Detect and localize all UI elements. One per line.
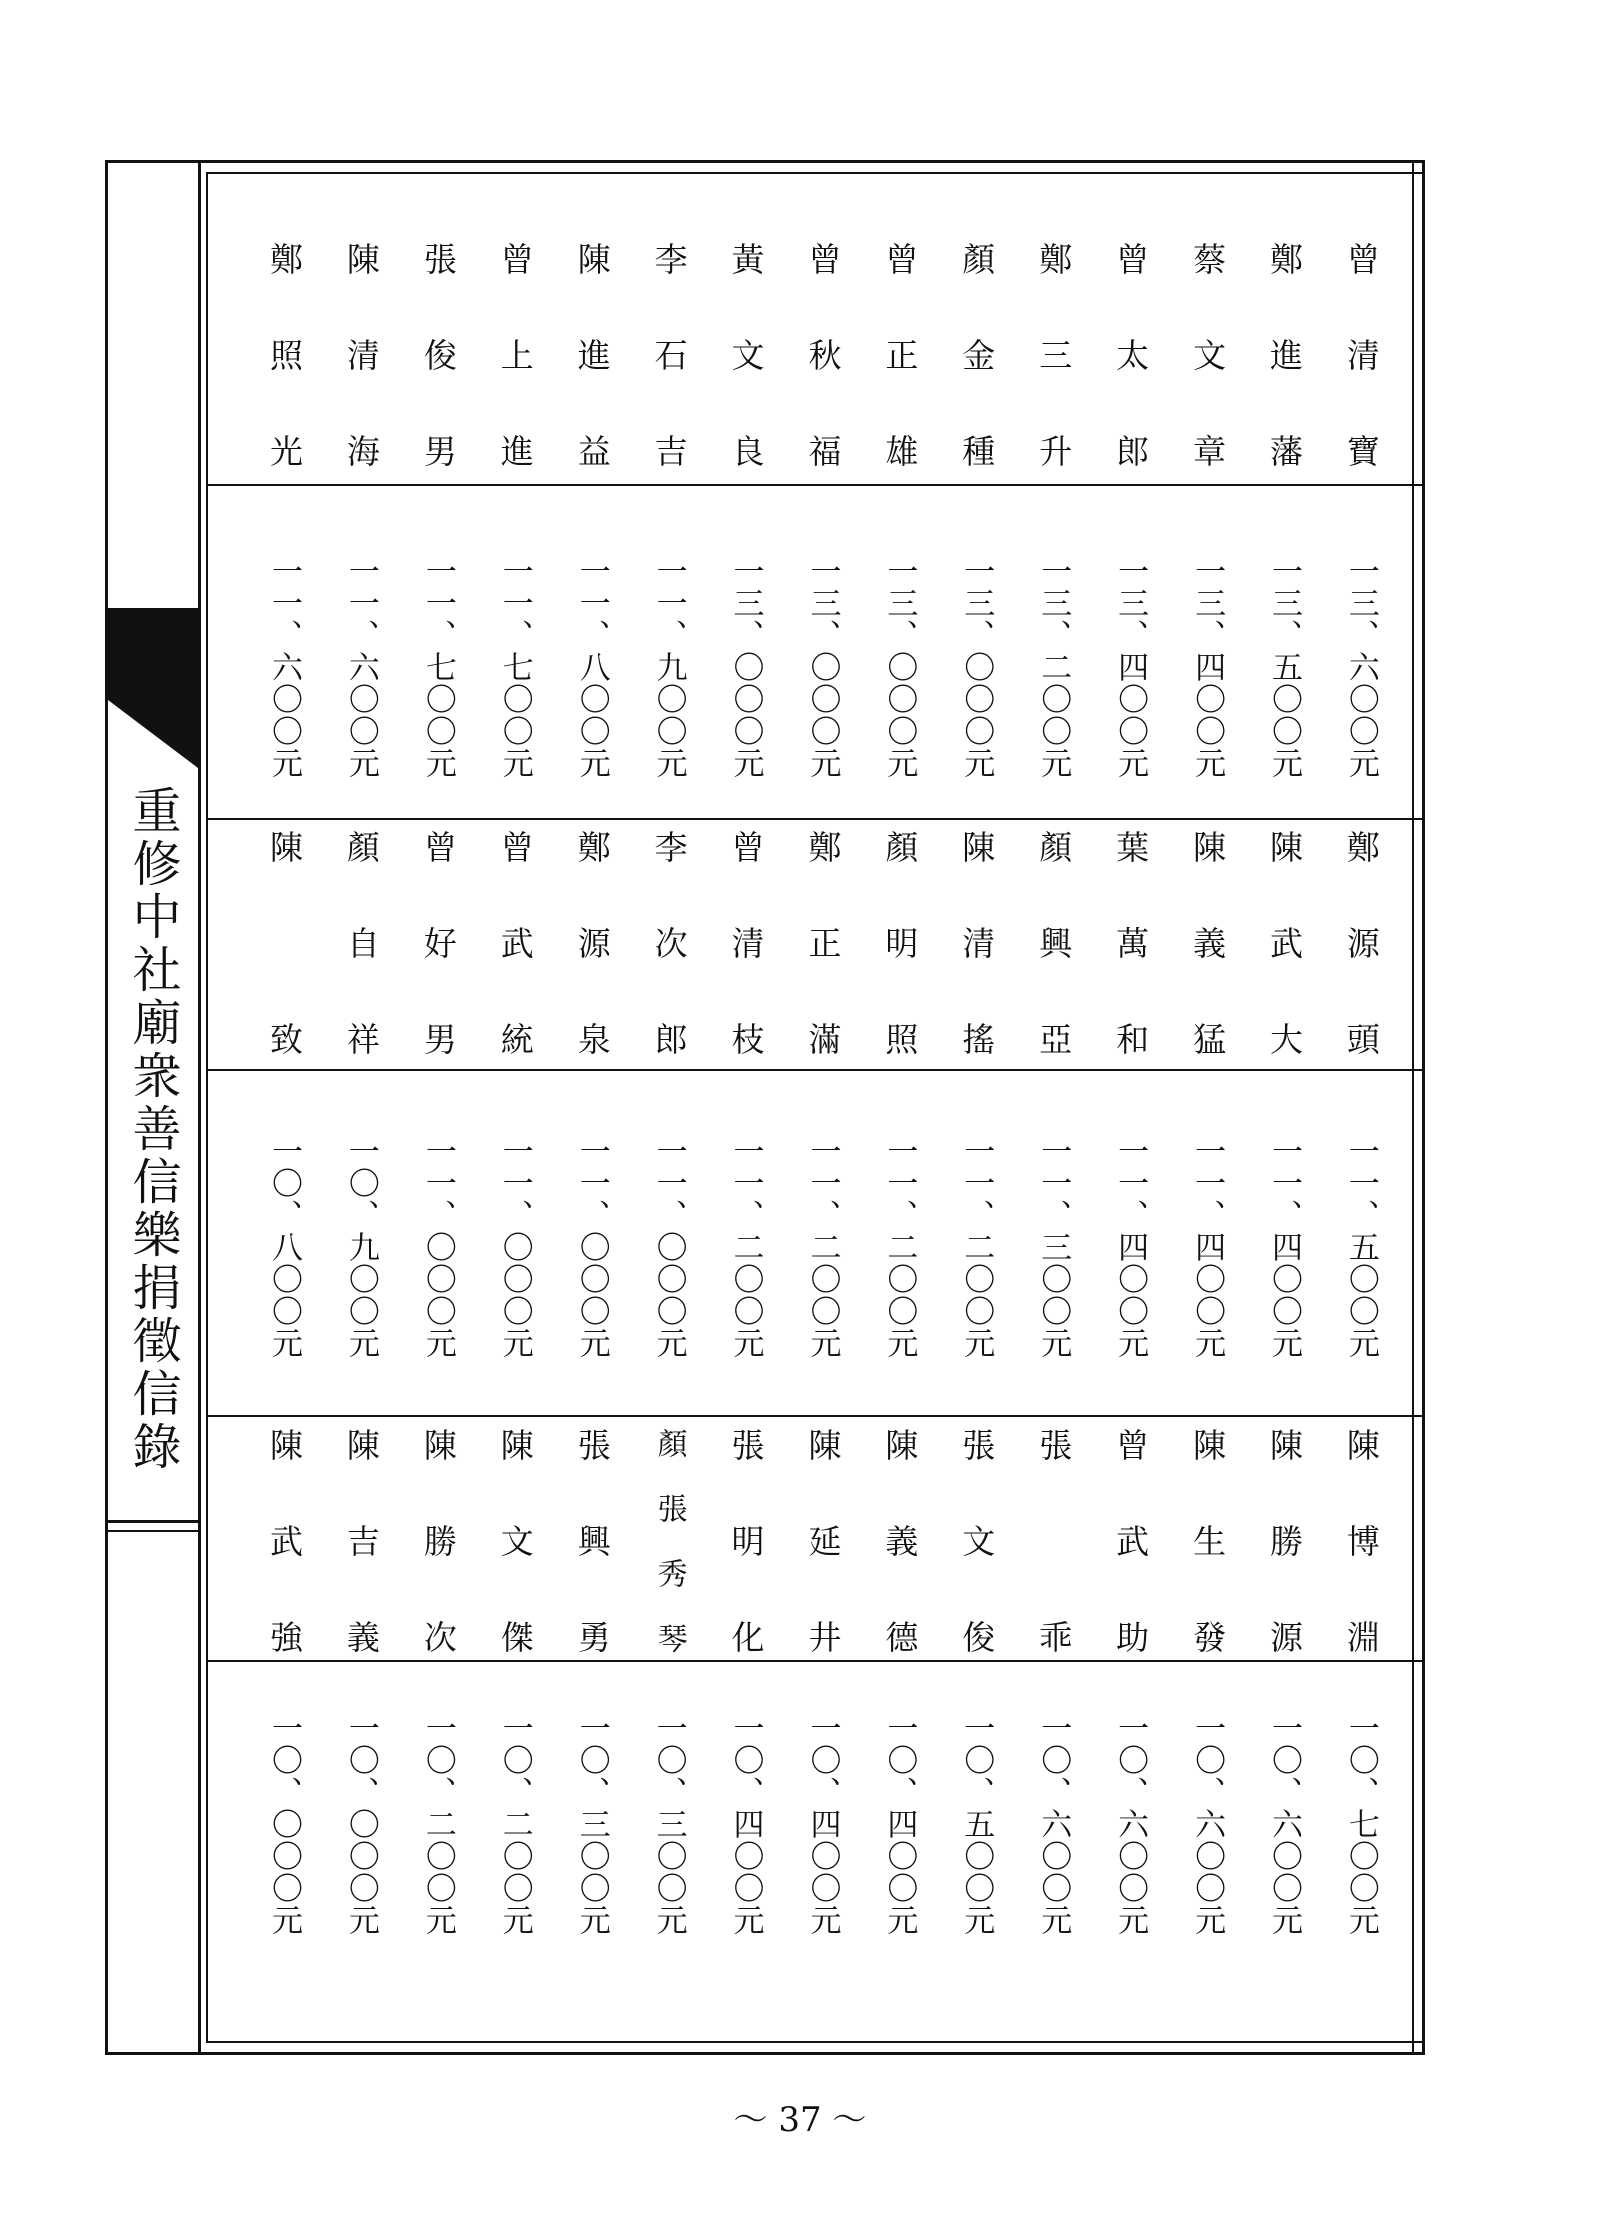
donor-name: 陳進益 [572, 242, 612, 467]
donor-name: 曾正雄 [880, 242, 920, 467]
donation-amount: 一三、四〇〇元 [1189, 555, 1226, 779]
donation-amount: 一一、八〇〇元 [573, 555, 610, 779]
donation-amount: 一〇、〇〇〇元 [342, 1712, 379, 1936]
donor-name: 顏興亞 [1034, 830, 1074, 1055]
spine-rule-left [198, 160, 201, 2055]
donor-name: 曾太郎 [1111, 242, 1151, 467]
donor-name: 顏明照 [880, 830, 920, 1055]
donation-amount: 一三、四〇〇元 [1112, 555, 1149, 779]
donor-name: 陳武大 [1264, 830, 1304, 1055]
donor-name: 鄭正滿 [803, 830, 843, 1055]
donation-amount: 一一、〇〇〇元 [650, 1135, 687, 1359]
row-divider [208, 1660, 1425, 1662]
donation-amount: 一三、二〇〇元 [1035, 555, 1072, 779]
donation-amount: 一三、〇〇〇元 [804, 555, 841, 779]
donor-name: 曾武助 [1111, 1428, 1151, 1653]
donation-amount: 一一、〇〇〇元 [496, 1135, 533, 1359]
donor-name: 曾清枝 [726, 830, 766, 1055]
donation-amount: 一一、二〇〇元 [804, 1135, 841, 1359]
names-row-3 [255, 1428, 1390, 1653]
donation-amount: 一三、六〇〇元 [1342, 555, 1379, 779]
donation-amount: 一〇、四〇〇元 [727, 1712, 764, 1936]
spine-fishtail-notch [108, 700, 198, 768]
donor-name: 陳勝源 [1264, 1428, 1304, 1653]
donation-amount: 一〇、六〇〇元 [1112, 1712, 1149, 1936]
donation-amount: 一一、六〇〇元 [266, 555, 302, 779]
donor-name: 陳義猛 [1188, 830, 1228, 1055]
donor-name: 曾清寶 [1341, 242, 1381, 467]
donor-name: 葉萬和 [1111, 830, 1151, 1055]
donor-name: 陳文傑 [495, 1428, 535, 1653]
donation-amount: 一一、二〇〇元 [881, 1135, 918, 1359]
donation-amount: 一〇、〇〇〇元 [266, 1712, 302, 1936]
donation-amount: 一一、五〇〇元 [1342, 1135, 1379, 1359]
row-divider [208, 1069, 1425, 1071]
donation-amount: 一一、六〇〇元 [342, 555, 379, 779]
amounts-row-1 [255, 555, 1390, 795]
donation-amount: 一〇、七〇〇元 [1342, 1712, 1379, 1936]
donor-name: 張 乖 [1034, 1428, 1074, 1653]
donor-name: 鄭源泉 [572, 830, 612, 1055]
donation-amount: 一一、九〇〇元 [650, 555, 687, 779]
names-row-2 [255, 830, 1390, 1055]
donation-amount: 一〇、三〇〇元 [650, 1712, 687, 1936]
donor-name: 陳 致 [265, 830, 304, 1055]
donation-amount: 一一、四〇〇元 [1189, 1135, 1226, 1359]
donation-amount: 一三、〇〇〇元 [958, 555, 995, 779]
donation-amount: 一〇、六〇〇元 [1265, 1712, 1302, 1936]
donor-name: 張文俊 [957, 1428, 997, 1653]
row-divider [208, 484, 1425, 486]
donor-name: 陳延井 [803, 1428, 843, 1653]
page-number: ～ 37 ～ [733, 2100, 867, 2140]
donation-amount: 一三、〇〇〇元 [881, 555, 918, 779]
donation-amount: 一〇、六〇〇元 [1189, 1712, 1226, 1936]
donor-name: 張俊男 [418, 242, 458, 467]
donation-amount: 一一、四〇〇元 [1112, 1135, 1149, 1359]
donor-name: 曾上進 [495, 242, 535, 467]
donation-amount: 一〇、二〇〇元 [496, 1712, 533, 1936]
donor-name: 張興勇 [572, 1428, 612, 1653]
donation-amount: 一一、三〇〇元 [1035, 1135, 1072, 1359]
donor-name: 陳勝次 [418, 1428, 458, 1653]
right-inner-rule [1412, 160, 1414, 2055]
donation-amount: 一一、七〇〇元 [496, 555, 533, 779]
donor-name: 顏自祥 [341, 830, 381, 1055]
donor-name: 黃文良 [726, 242, 766, 467]
spine-bottom-rule-2 [108, 1530, 198, 1532]
donation-amount: 一一、四〇〇元 [1265, 1135, 1302, 1359]
donation-amount: 一三、〇〇〇元 [727, 555, 764, 779]
donation-amount: 一〇、三〇〇元 [573, 1712, 610, 1936]
donation-amount: 一〇、五〇〇元 [958, 1712, 995, 1936]
donor-name: 陳生發 [1188, 1428, 1228, 1653]
donation-amount: 一〇、二〇〇元 [419, 1712, 456, 1936]
donation-amount: 一〇、九〇〇元 [342, 1135, 379, 1359]
donor-name: 鄭進藩 [1264, 242, 1304, 467]
donor-name: 陳義德 [880, 1428, 920, 1653]
donation-amount: 一一、二〇〇元 [958, 1135, 995, 1359]
donor-name: 曾好男 [418, 830, 458, 1055]
row-divider [208, 818, 1425, 820]
donor-name: 李次郎 [649, 830, 689, 1055]
donor-name: 顏張秀琴 [651, 1428, 687, 1653]
donation-amount: 一一、〇〇〇元 [573, 1135, 610, 1359]
donation-amount: 一〇、四〇〇元 [881, 1712, 918, 1936]
donor-name: 李石吉 [649, 242, 689, 467]
donor-name: 張明化 [726, 1428, 766, 1653]
donation-amount: 一一、〇〇〇元 [419, 1135, 456, 1359]
donor-name: 陳吉義 [341, 1428, 381, 1653]
spine-title: 重修中社廟衆善信樂捐徵信錄 [125, 785, 182, 1474]
donation-amount: 一一、二〇〇元 [727, 1135, 764, 1359]
names-row-1 [255, 242, 1390, 467]
spine-bottom-rule [108, 1520, 198, 1523]
donor-name: 陳清海 [341, 242, 381, 467]
donor-name: 陳武強 [265, 1428, 304, 1653]
donation-amount: 一〇、六〇〇元 [1035, 1712, 1072, 1936]
donor-name: 曾武統 [495, 830, 535, 1055]
donor-name: 鄭照光 [265, 242, 304, 467]
donor-name: 曾秋福 [803, 242, 843, 467]
donor-name: 陳博淵 [1341, 1428, 1381, 1653]
amounts-row-2 [255, 1135, 1390, 1375]
donation-amount: 一〇、四〇〇元 [804, 1712, 841, 1936]
donor-name: 陳清搖 [957, 830, 997, 1055]
donation-amount: 一一、七〇〇元 [419, 555, 456, 779]
donor-name: 蔡文章 [1188, 242, 1228, 467]
donor-name: 顏金種 [957, 242, 997, 467]
donation-amount: 一三、五〇〇元 [1265, 555, 1302, 779]
donor-name: 鄭三升 [1034, 242, 1074, 467]
donation-amount: 一〇、八〇〇元 [266, 1135, 302, 1359]
amounts-row-3 [255, 1712, 1390, 1952]
row-divider [208, 1415, 1425, 1417]
donor-name: 鄭源頭 [1341, 830, 1381, 1055]
